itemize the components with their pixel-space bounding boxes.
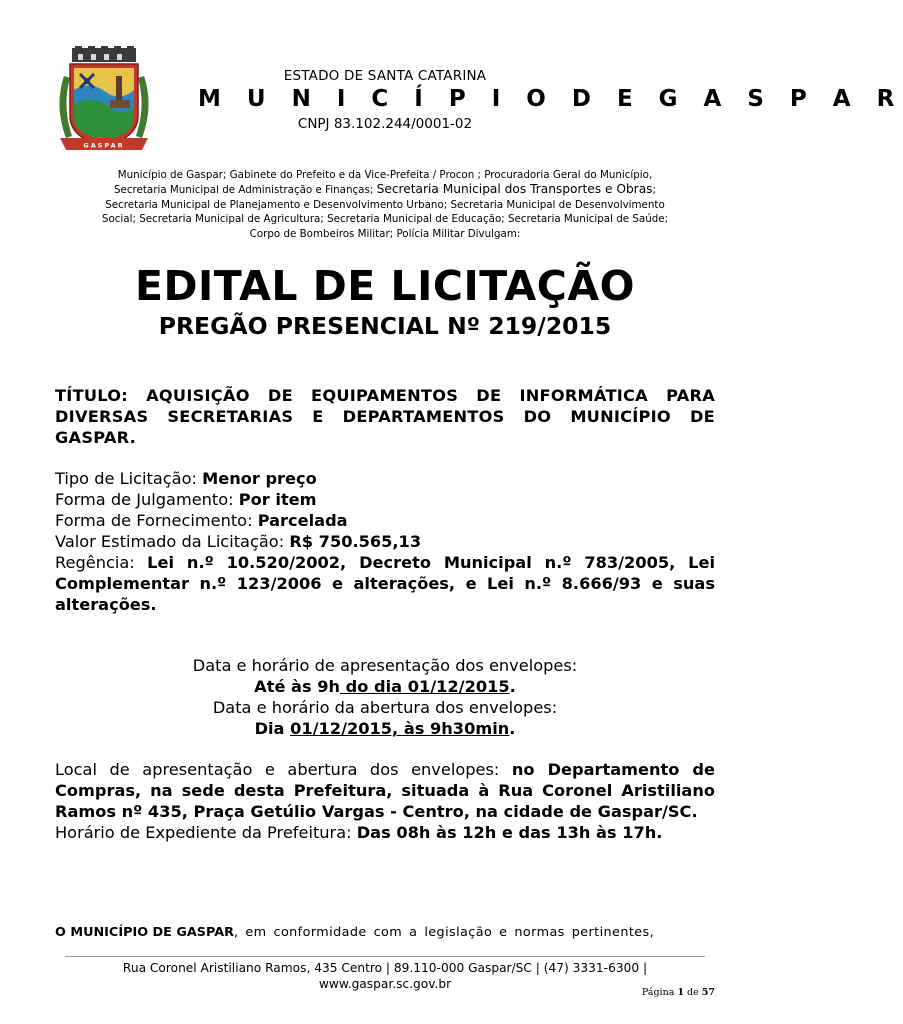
info-regencia-label: Regência: bbox=[55, 553, 148, 572]
horario-value: Das 08h às 12h e das 13h às 17h. bbox=[356, 823, 663, 842]
local-paragraph bbox=[55, 759, 715, 822]
info-forma-value: Por item bbox=[238, 490, 317, 509]
info-forma bbox=[55, 489, 715, 510]
horario-paragraph bbox=[55, 822, 715, 843]
info-fornecimento-label: Forma de Fornecimento: bbox=[55, 511, 258, 530]
apresentacao-value-a: Até às 9h bbox=[254, 677, 341, 696]
horario-label: Horário de Expediente da Prefeitura: bbox=[55, 823, 357, 842]
bid-info bbox=[55, 468, 715, 615]
municipality-name: M U N I C Í P I O D E G A S P A R bbox=[198, 86, 903, 112]
abertura-label: Data e horário da abertura dos envelopes: bbox=[212, 698, 558, 717]
state-name: ESTADO DE SANTA CATARINA bbox=[283, 68, 487, 84]
gaspar-coat-of-arms-icon bbox=[50, 46, 158, 156]
document-subtitle: PREGÃO PRESENCIAL Nº 219/2015 bbox=[158, 312, 612, 340]
apresentacao-value-c: . bbox=[509, 677, 516, 696]
info-fornecimento-value: Parcelada bbox=[257, 511, 348, 530]
info-regencia-value: Lei n.º 10.520/2002, Decreto Municipal n.º 783/2005, Lei Complementar n.º 123/2006 e alterações, e Lei n.º 8.666/93 e suas alterações. bbox=[55, 553, 716, 614]
info-forma-label: Forma de Julgamento: bbox=[55, 490, 239, 509]
agencies-line-2 bbox=[58, 182, 712, 197]
local-info bbox=[55, 759, 715, 843]
agencies-line-3: Secretaria Municipal de Planejamento e Desenvolvimento Urbano; Secretaria Municipal de Desenvolvimento bbox=[105, 198, 665, 211]
page-current: 1 bbox=[677, 987, 685, 998]
agencies-line-2b: Secretaria Municipal dos Transportes e Obras bbox=[376, 182, 653, 197]
abertura-value-a: Dia bbox=[254, 719, 291, 738]
footer-address: Rua Coronel Aristiliano Ramos, 435 Centro | 89.110-000 Gaspar/SC | (47) 3331-6300 | bbox=[122, 961, 648, 975]
letterhead bbox=[180, 68, 903, 132]
abertura-value bbox=[0, 718, 770, 739]
cnpj: CNPJ 83.102.244/0001-02 bbox=[297, 116, 473, 132]
info-regencia bbox=[55, 552, 715, 615]
apresentacao-value bbox=[0, 676, 770, 697]
info-valor-label: Valor Estimado da Licitação: bbox=[55, 532, 290, 551]
agencies-line-1: Município de Gaspar; Gabinete do Prefeito e da Vice-Prefeita / Procon ; Procuradoria Geral do Município, bbox=[117, 169, 653, 181]
agencies-line-5: Corpo de Bombeiros Militar; Polícia Militar Divulgam: bbox=[249, 227, 521, 240]
agencies-line-4: Social; Secretaria Municipal de Agricultura; Secretaria Municipal de Educação; Secretaria Municipal de Saúde; bbox=[101, 213, 669, 226]
info-valor bbox=[55, 531, 715, 552]
info-tipo-label: Tipo de Licitação: bbox=[55, 469, 203, 488]
info-fornecimento bbox=[55, 510, 715, 531]
local-value: no Departamento de Compras, na sede desta Prefeitura, situada à Rua Coronel Aristiliano Ramos nº 435, Praça Getúlio Vargas - Centro, na cidade de Gaspar/SC. bbox=[55, 760, 715, 821]
abertura-value-b: 01/12/2015, às 9h30min bbox=[290, 719, 510, 738]
info-valor-value: R$ 750.565,13 bbox=[289, 532, 422, 551]
local-label: Local de apresentação e abertura dos envelopes: bbox=[55, 760, 512, 779]
intro-rest: , em conformidade com a legislação e normas pertinentes, bbox=[233, 925, 655, 940]
envelope-dates bbox=[0, 655, 770, 739]
info-tipo-value: Menor preço bbox=[202, 469, 317, 488]
document-title: EDITAL DE LICITAÇÃO bbox=[135, 262, 635, 310]
info-tipo bbox=[55, 468, 715, 489]
page-number bbox=[642, 987, 715, 998]
footer-website[interactable]: www.gaspar.sc.gov.br bbox=[318, 977, 452, 991]
apresentacao-value-b: do dia 01/12/2015 bbox=[340, 677, 510, 696]
footer-divider bbox=[65, 956, 705, 957]
agencies-line-2c: ; bbox=[652, 184, 656, 197]
page-mid: de bbox=[684, 987, 702, 998]
intro-bold: O MUNICÍPIO DE GASPAR bbox=[55, 925, 234, 940]
agencies-line-2a: Secretaria Municipal de Administração e Finanças; bbox=[114, 184, 377, 197]
page-prefix: Página bbox=[641, 987, 678, 998]
abertura-value-c: . bbox=[509, 719, 516, 738]
apresentacao-label: Data e horário de apresentação dos envelopes: bbox=[192, 656, 578, 675]
crest-ribbon-text: GASPAR bbox=[83, 141, 125, 150]
intro-paragraph bbox=[55, 925, 715, 940]
agencies-list bbox=[58, 168, 712, 241]
bid-title: TÍTULO: AQUISIÇÃO DE EQUIPAMENTOS DE INFORMÁTICA PARA DIVERSAS SECRETARIAS E DEPARTAMENTOS DO MUNICÍPIO DE GASPAR. bbox=[55, 386, 715, 447]
page-total: 57 bbox=[701, 987, 715, 998]
